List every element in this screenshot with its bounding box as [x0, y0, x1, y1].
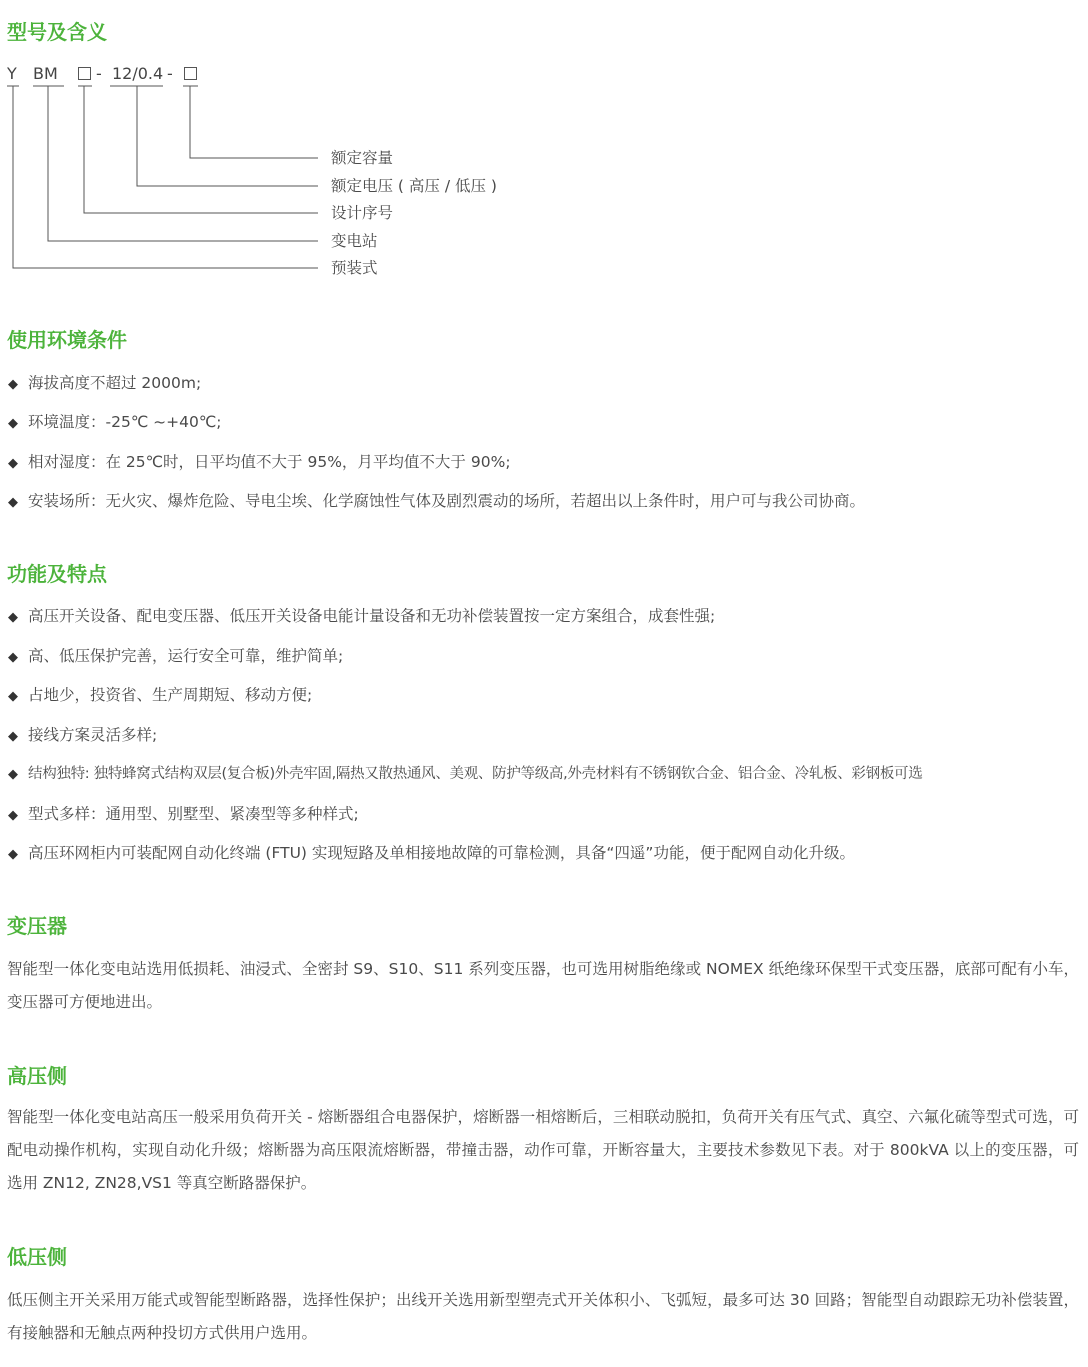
bullet-diamond-icon: ◆: [8, 808, 18, 823]
section-title-hv: 高压侧: [7, 1064, 67, 1088]
model-code-voltage: 12/0.4: [112, 64, 164, 83]
hv-paragraph: 智能型一体化变电站高压一般采用负荷开关 - 熔断器组合电器保护，熔断器一相熔断后，三相联动脱扣，负荷开关有压气式、真空、六氟化硫等型式可选，可配电动操作机构，实现自动化升级；熔断器为高压限流熔断器，带撞击器，动作可靠，开断容量大，主要技术参数见下表。对于 800kVA 以上的变压器，可选用 ZN12, ZN28,VS1 等真空断路器保护。: [7, 1108, 1079, 1192]
model-meaning-capacity: 额定容量: [331, 149, 394, 167]
model-meaning-design-no: 设计序号: [331, 204, 394, 222]
transformer-paragraph: 智能型一体化变电站选用低损耗、油浸式、全密封 S9、S10、S11 系列变压器，也可选用树脂绝缘或 NOMEX 纸绝缘环保型干式变压器，底部可配有小车，变压器可方便地进出。: [7, 960, 1079, 1011]
section-title-transformer: 变压器: [7, 914, 67, 938]
list-item: ◆ 高、低压保护完善，运行安全可靠，维护简单;: [8, 646, 343, 668]
lv-paragraph: 低压侧主开关采用万能式或智能型断路器，选择性保护；出线开关选用新型塑壳式开关体积小、飞弧短，最多可达 30 回路；智能型自动跟踪无功补偿装置，有接触器和无触点两种投切方式供用户选用。: [7, 1291, 1079, 1342]
section-title-environment: 使用环境条件: [7, 328, 127, 352]
model-meaning-substation: 变电站: [331, 232, 378, 250]
model-code-dash-1: -: [96, 64, 102, 83]
bullet-diamond-icon: ◆: [8, 650, 18, 665]
bullet-diamond-icon: ◆: [8, 377, 18, 392]
model-meaning-prefab: 预装式: [331, 259, 378, 277]
model-meaning-voltage: 额定电压 ( 高压 / 低压 ): [331, 177, 497, 195]
list-item: ◆ 安装场所：无火灾、爆炸危险、导电尘埃、化学腐蚀性气体及剧烈震动的场所，若超出以上条件时，用户可与我公司协商。: [8, 491, 865, 513]
list-item: ◆ 环境温度：-25℃ ~+40℃;: [8, 412, 221, 434]
bullet-diamond-icon: ◆: [8, 689, 18, 704]
model-code-bm: BM: [33, 64, 58, 83]
list-item: ◆ 高压开关设备、配电变压器、低压开关设备电能计量设备和无功补偿装置按一定方案组合，成套性强;: [8, 606, 715, 628]
bullet-diamond-icon: ◆: [8, 495, 18, 510]
bullet-diamond-icon: ◆: [8, 456, 18, 471]
model-code-dash-2: -: [167, 64, 173, 83]
model-connector-lines: [0, 0, 330, 280]
list-item: ◆ 结构独特: 独特蜂窝式结构双层(复合板)外壳牢固,隔热又散热通风、美观、防护等级高,外壳材料有不锈钢钦合金、铝合金、冷轧板、彩钢板可选: [8, 764, 922, 785]
section-title-features: 功能及特点: [7, 562, 107, 586]
bullet-diamond-icon: ◆: [8, 767, 18, 782]
bullet-diamond-icon: ◆: [8, 416, 18, 431]
list-item: ◆ 型式多样：通用型、别墅型、紧凑型等多种样式;: [8, 804, 359, 826]
list-item: ◆ 高压环网柜内可装配网自动化终端 (FTU) 实现短路及单相接地故障的可靠检测，具备“四遥”功能，便于配网自动化升级。: [8, 843, 855, 865]
bullet-diamond-icon: ◆: [8, 729, 18, 744]
section-title-lv: 低压侧: [7, 1245, 67, 1269]
bullet-diamond-icon: ◆: [8, 610, 18, 625]
list-item: ◆ 占地少，投资省、生产周期短、移动方便;: [8, 685, 312, 707]
bullet-diamond-icon: ◆: [8, 847, 18, 862]
list-item: ◆ 接线方案灵活多样;: [8, 725, 157, 747]
model-code-y: Y: [7, 64, 17, 83]
section-title-model: 型号及含义: [7, 20, 107, 44]
list-item: ◆ 相对湿度：在 25℃时，日平均值不大于 95%，月平均值不大于 90%;: [8, 452, 511, 474]
list-item: ◆ 海拔高度不超过 2000m;: [8, 373, 201, 395]
